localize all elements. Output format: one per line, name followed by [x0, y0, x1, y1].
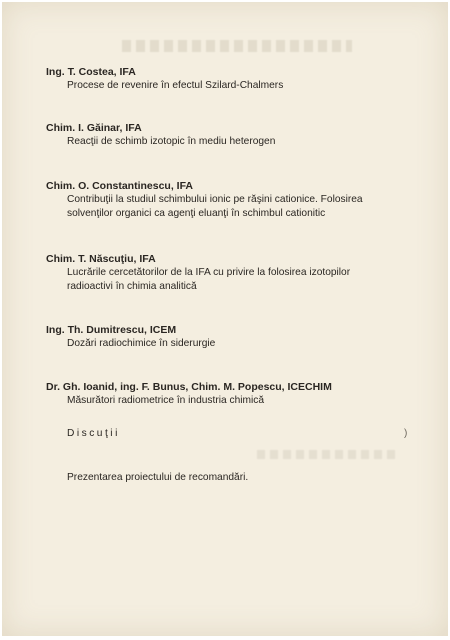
talk-title-line: solvenţilor organici ca agenţi eluanţi în schimbul cationitic [67, 207, 326, 219]
talk-title-line: Procese de revenire în efectul Szilard-Chalmers [67, 80, 284, 91]
document-page [2, 2, 448, 636]
author-name: Ing. Th. Dumitrescu, ICEM [46, 324, 177, 336]
program-entry [46, 324, 426, 351]
talk-title-line: radioactivi în chimia analitică [67, 280, 197, 292]
closing-item: Prezentarea proiectului de recomandări. [67, 472, 249, 483]
talk-title-line: Dozări radiochimice în siderurgie [67, 338, 216, 349]
program-entry [46, 381, 426, 408]
show-through-text [257, 450, 397, 459]
program-entry [46, 66, 426, 93]
author-name: Chim. O. Constantinescu, IFA [46, 180, 194, 192]
discussion-label: Discuţii [67, 428, 120, 439]
program-entry [46, 122, 426, 149]
talk-title-line: Reacţii de schimb izotopic în mediu heterogen [67, 136, 276, 147]
author-name: Chim. I. Găinar, IFA [46, 122, 142, 134]
show-through-text [122, 40, 352, 52]
author-name: Chim. T. Născuţiu, IFA [46, 253, 156, 265]
talk-title-line: Contribuţii la studiul schimbului ionic pe răşini cationice. Folosirea [67, 194, 363, 205]
talk-title-line: Măsurători radiometrice în industria chimică [67, 395, 265, 406]
author-name: Dr. Gh. Ioanid, ing. F. Bunus, Chim. M. Popescu, ICECHIM [46, 381, 332, 393]
program-entry [46, 180, 426, 220]
talk-title-line: Lucrările cercetătorilor de la IFA cu privire la folosirea izotopilor [67, 267, 351, 278]
margin-mark: ) [404, 428, 408, 439]
author-name: Ing. T. Costea, IFA [46, 66, 136, 78]
program-entry [46, 253, 426, 293]
